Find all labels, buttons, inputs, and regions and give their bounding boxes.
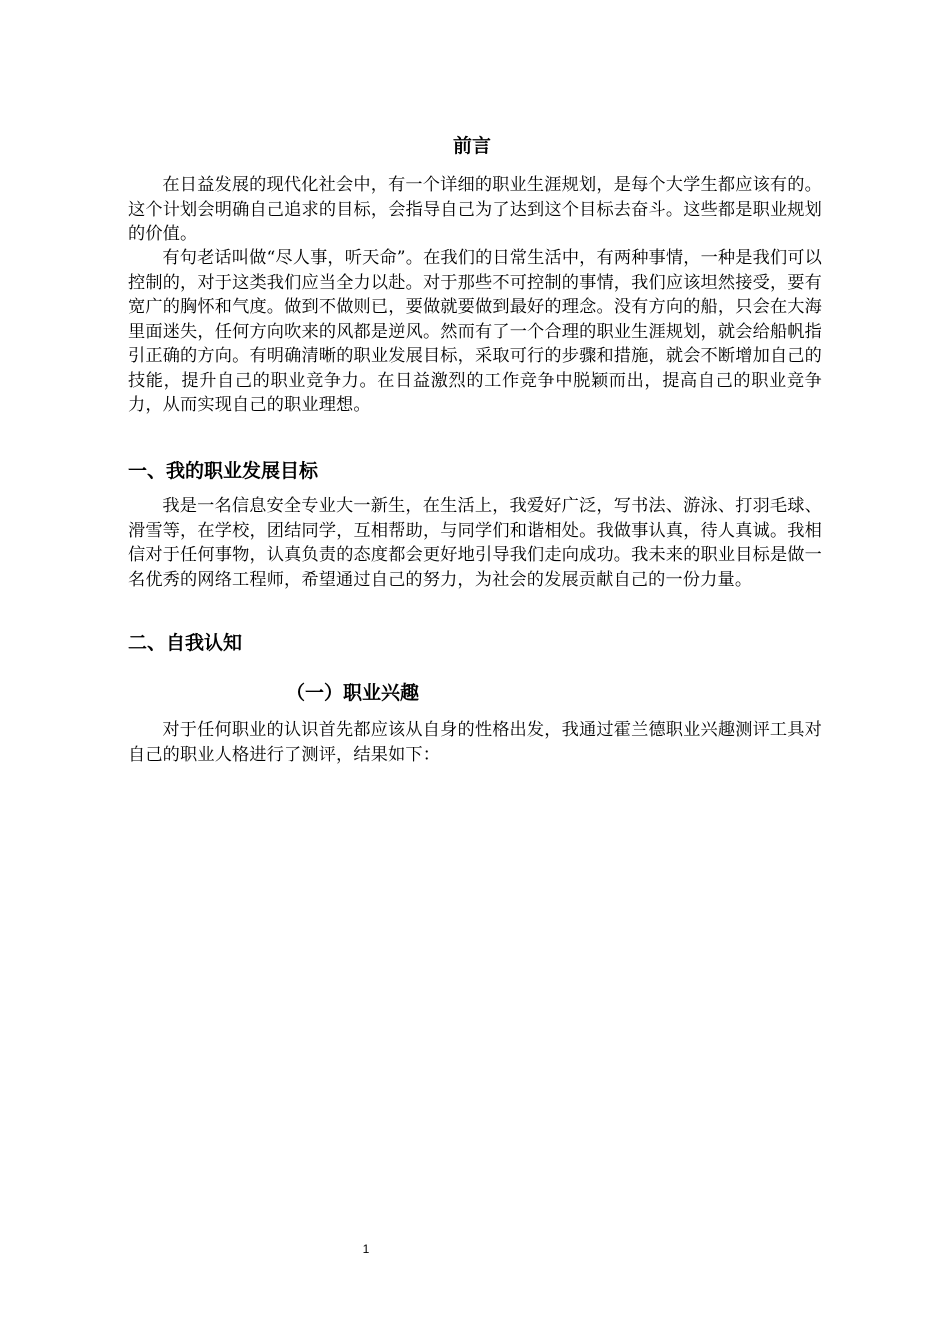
preface-paragraph-2: 有句老话叫做“尽人事，听天命”。在我们的日常生活中，有两种事情，一种是我们可以控制的，对于这类我们应当全力以赴。对于那些不可控制的事情，我们应该坦然接受，要有宽广的胸怀和气度。做到不做则已，要做就要做到最好的理念。没有方向的船，只会在大海里面迷失，任何方向吹来的风都是逆风。然而有了一个合理的职业生涯规划，就会给船帆指引正确的方向。有明确清晰的职业发展目标，采取可行的步骤和措施，就会不断增加自己的技能，提升自己的职业竞争力。在日益激烈的工作竞争中脱颖而出，提高自己的职业竞争力，从而实现自己的职业理想。	[128, 248, 822, 415]
subsection-1-paragraph-1: 对于任何职业的认识首先都应该从自身的性格出发，我通过霍兰德职业兴趣测评工具对自己的职业人格进行了测评，结果如下：	[128, 720, 822, 765]
page-number: 1	[362, 1242, 370, 1256]
preface-heading: 前言	[453, 135, 492, 157]
preface-paragraph-1: 在日益发展的现代化社会中，有一个详细的职业生涯规划，是每个大学生都应该有的。这个计划会明确自己追求的目标，会指导自己为了达到这个目标去奋斗。这些都是职业规划的价值。	[128, 175, 822, 244]
section-1-heading: 一、我的职业发展目标	[128, 460, 319, 482]
section-2-heading: 二、自我认知	[128, 632, 243, 654]
section-1-paragraph-1: 我是一名信息安全专业大一新生，在生活上，我爱好广泛，写书法、游泳、打羽毛球、滑雪等，在学校，团结同学，互相帮助，与同学们和谐相处。我做事认真，待人真诚。我相信对于任何事物，认真负责的态度都会更好地引导我们走向成功。我未来的职业目标是做一名优秀的网络工程师，希望通过自己的努力，为社会的发展贡献自己的一份力量。	[128, 496, 822, 590]
subsection-1-heading: （一）职业兴趣	[286, 682, 420, 704]
